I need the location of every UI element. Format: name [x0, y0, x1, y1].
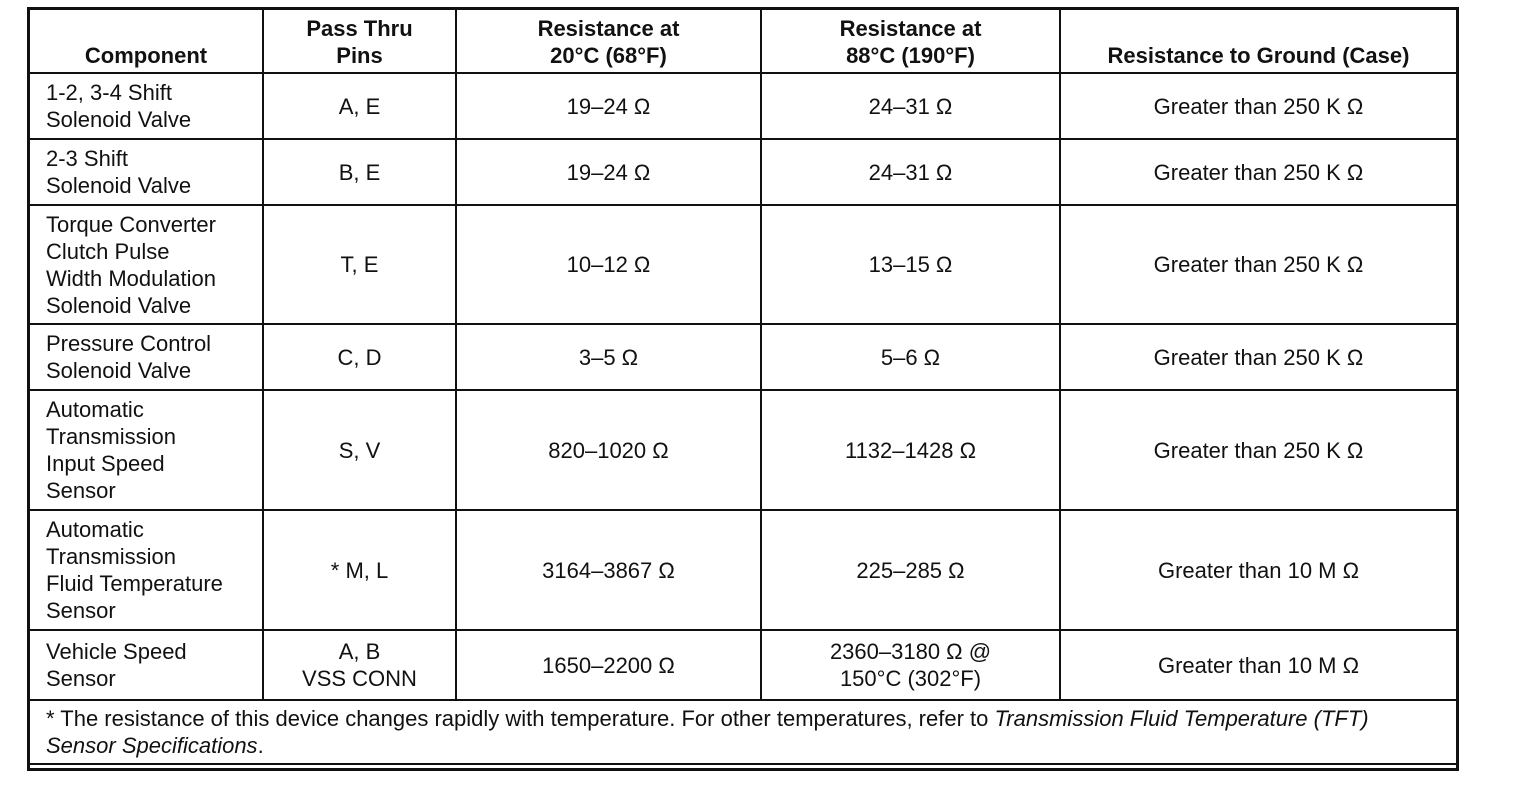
- cell-ground: Greater than 250 K Ω: [1060, 139, 1456, 205]
- header-row: [30, 10, 1456, 73]
- cell-res88: 24–31 Ω: [761, 139, 1060, 205]
- cell-res20: 19–24 Ω: [456, 73, 761, 139]
- cell-res20: 3164–3867 Ω: [456, 510, 761, 630]
- table-row: [30, 630, 1456, 700]
- cell-component: Automatic Transmission Fluid Temperature Sensor: [30, 510, 263, 630]
- cell-res88: 5–6 Ω: [761, 324, 1060, 390]
- cell-pins: S, V: [263, 390, 456, 510]
- cell-component: Pressure Control Solenoid Valve: [30, 324, 263, 390]
- cell-res88: 13–15 Ω: [761, 205, 1060, 324]
- cell-component: 1-2, 3-4 Shift Solenoid Valve: [30, 73, 263, 139]
- footnote-row: [30, 700, 1456, 764]
- cell-res88: 1132–1428 Ω: [761, 390, 1060, 510]
- cell-ground: Greater than 10 M Ω: [1060, 630, 1456, 700]
- header-res20: Resistance at 20°C (68°F): [456, 10, 761, 73]
- cell-component: Vehicle Speed Sensor: [30, 630, 263, 700]
- footnote: * The resistance of this device changes rapidly with temperature. For other temperatures, refer to Transmission Fluid Temperature (TFT) Sensor Specifications.: [30, 700, 1456, 764]
- header-pins: Pass Thru Pins: [263, 10, 456, 73]
- table-row: [30, 73, 1456, 139]
- table-row: [30, 139, 1456, 205]
- table-row: [30, 390, 1456, 510]
- cell-ground: Greater than 10 M Ω: [1060, 510, 1456, 630]
- table-row: [30, 510, 1456, 630]
- table-row: [30, 205, 1456, 324]
- cell-res20: 1650–2200 Ω: [456, 630, 761, 700]
- cell-res88: 2360–3180 Ω @ 150°C (302°F): [761, 630, 1060, 700]
- cell-res20: 3–5 Ω: [456, 324, 761, 390]
- cell-pins: A, B VSS CONN: [263, 630, 456, 700]
- cell-component: 2-3 Shift Solenoid Valve: [30, 139, 263, 205]
- cell-res20: 10–12 Ω: [456, 205, 761, 324]
- cell-pins: A, E: [263, 73, 456, 139]
- footnote-reference: Transmission Fluid Temperature (TFT) Sensor Specifications: [46, 706, 1369, 758]
- resistance-spec-table: [30, 10, 1456, 765]
- cell-ground: Greater than 250 K Ω: [1060, 324, 1456, 390]
- cell-res20: 820–1020 Ω: [456, 390, 761, 510]
- specification-table-frame: [27, 7, 1459, 771]
- cell-ground: Greater than 250 K Ω: [1060, 205, 1456, 324]
- cell-ground: Greater than 250 K Ω: [1060, 73, 1456, 139]
- cell-res88: 225–285 Ω: [761, 510, 1060, 630]
- header-res88: Resistance at 88°C (190°F): [761, 10, 1060, 73]
- cell-res88: 24–31 Ω: [761, 73, 1060, 139]
- header-component: Component: [30, 10, 263, 73]
- cell-res20: 19–24 Ω: [456, 139, 761, 205]
- cell-component: Torque Converter Clutch Pulse Width Modulation Solenoid Valve: [30, 205, 263, 324]
- cell-pins: * M, L: [263, 510, 456, 630]
- header-ground: Resistance to Ground (Case): [1060, 10, 1456, 73]
- cell-pins: T, E: [263, 205, 456, 324]
- cell-pins: B, E: [263, 139, 456, 205]
- cell-pins: C, D: [263, 324, 456, 390]
- cell-ground: Greater than 250 K Ω: [1060, 390, 1456, 510]
- table-row: [30, 324, 1456, 390]
- cell-component: Automatic Transmission Input Speed Sensor: [30, 390, 263, 510]
